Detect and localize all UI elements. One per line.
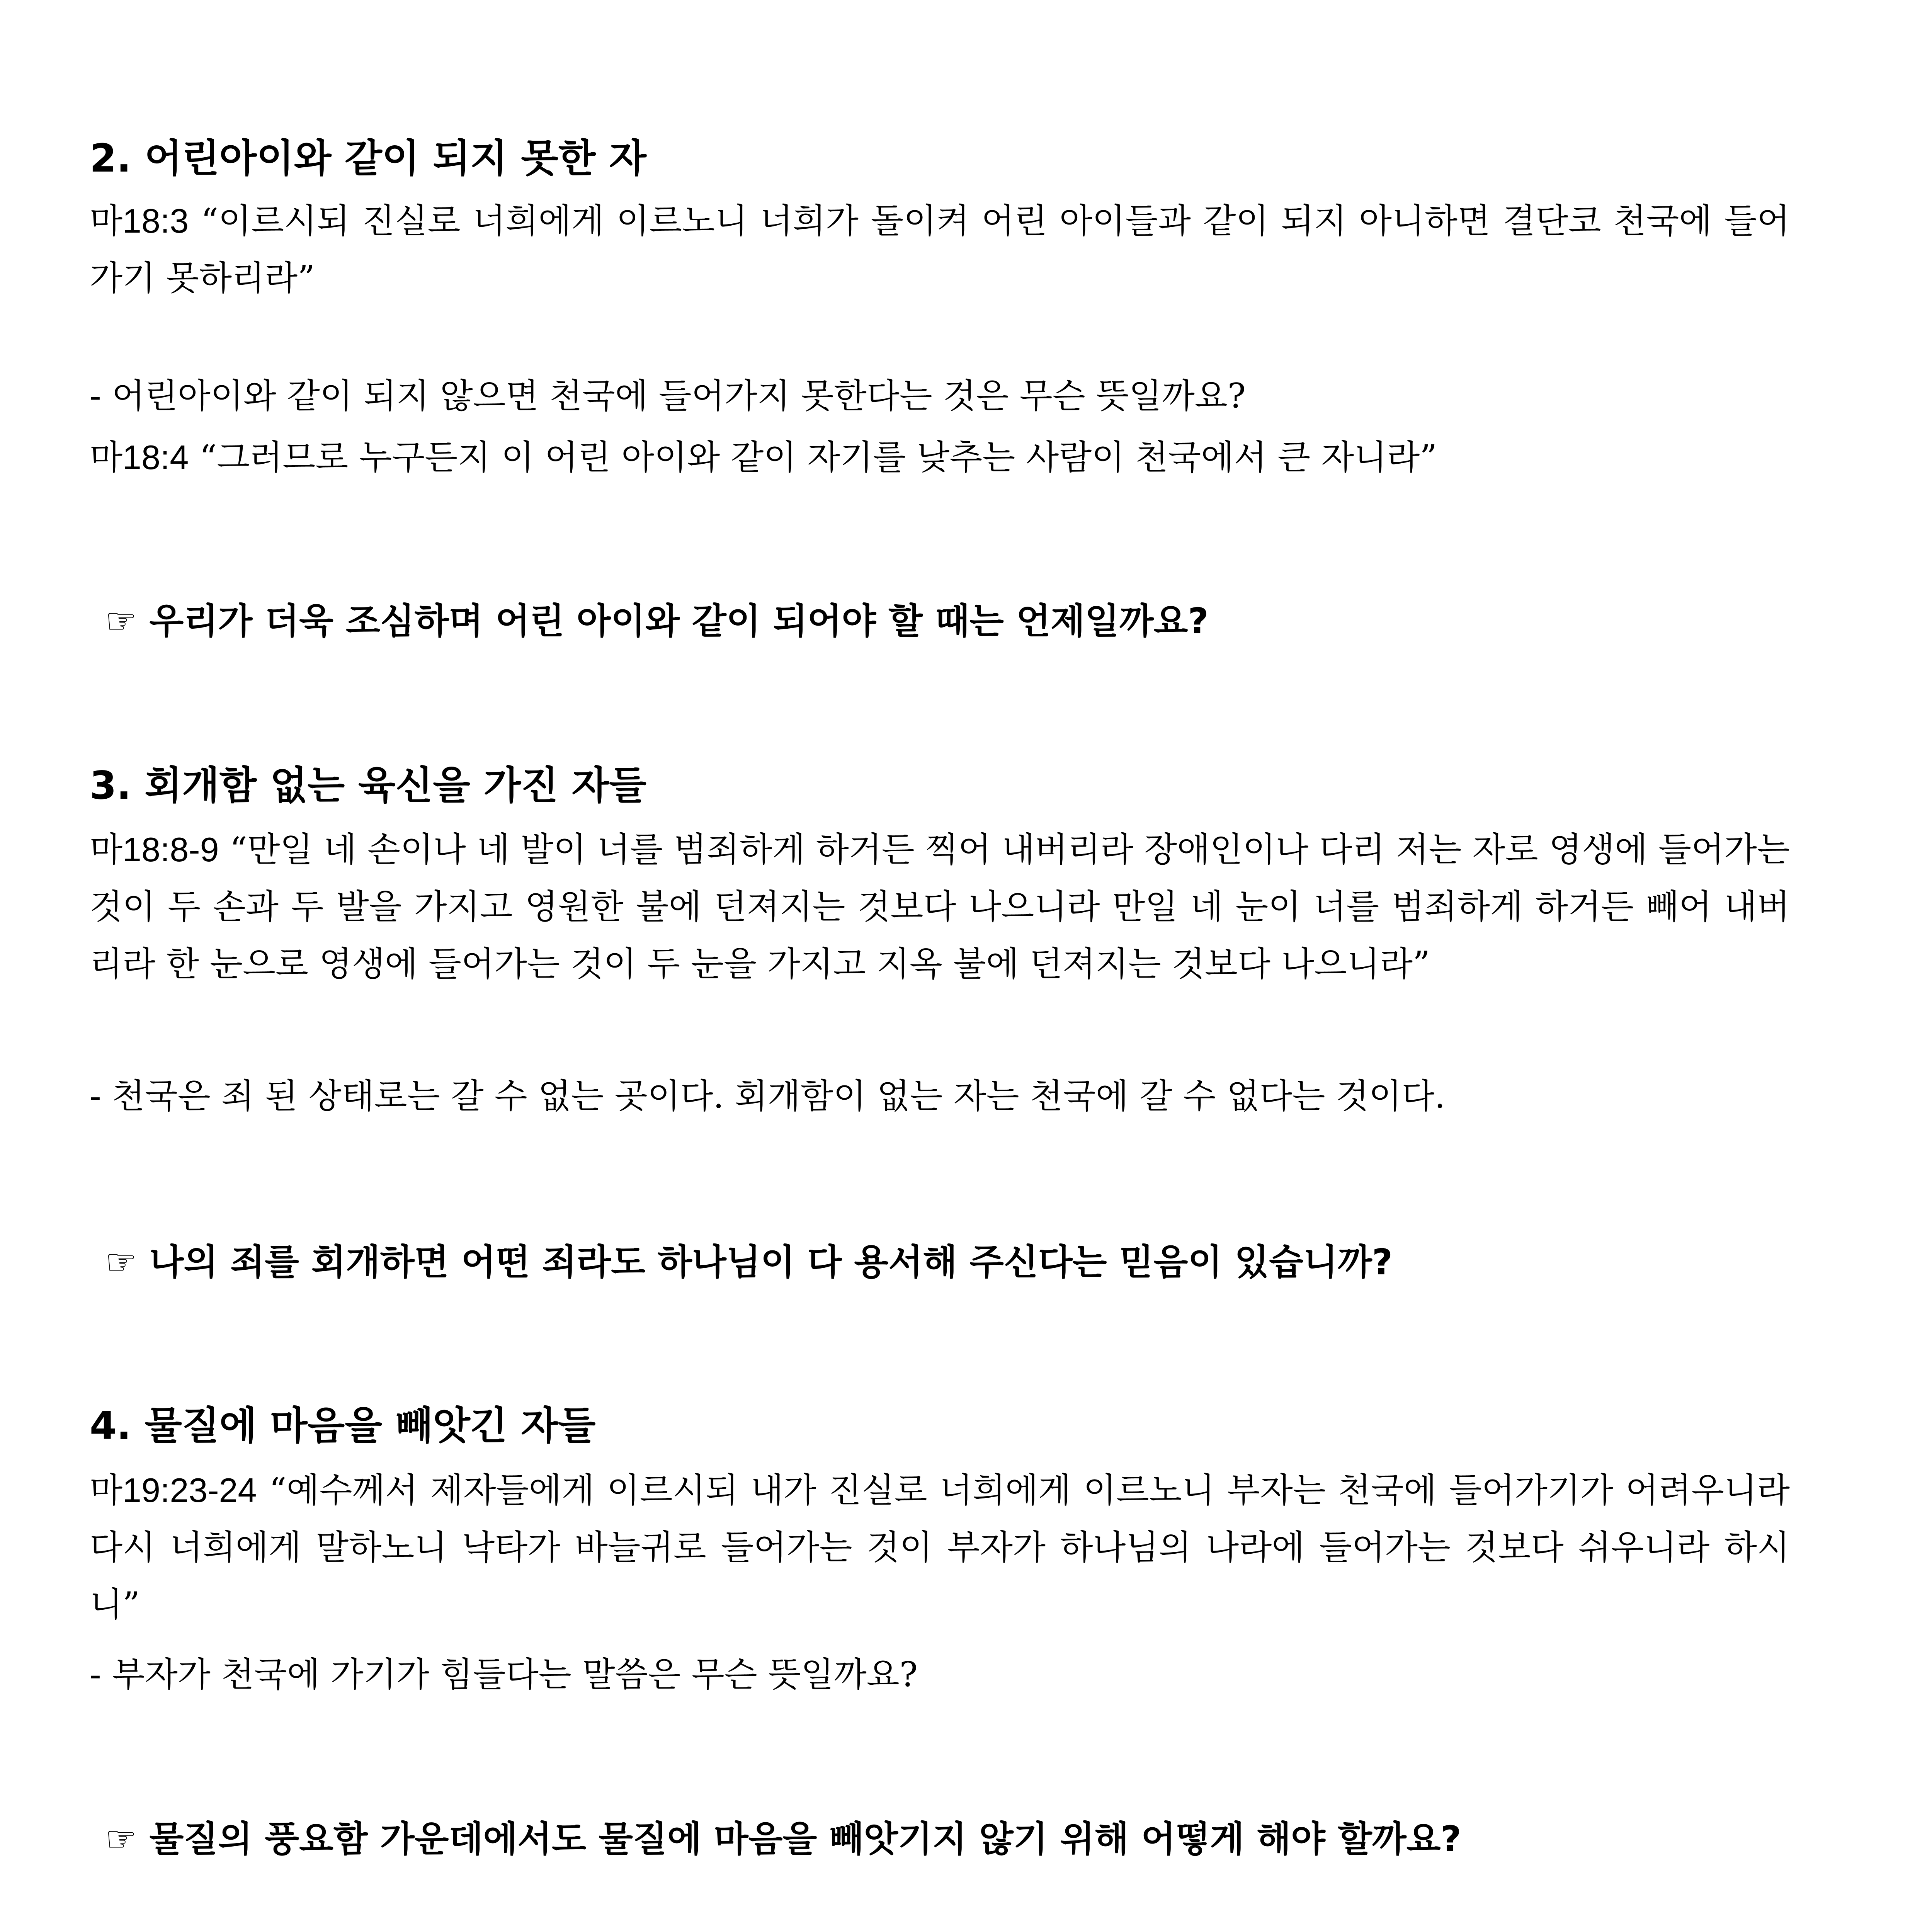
section-4-comment: - 부자가 천국에 가기가 힘들다는 말씀은 무슨 뜻일까요? — [90, 1655, 918, 1694]
question-text: 우리가 더욱 조심하며 어린 아이와 같이 되어야 할 때는 언제일까요? — [149, 600, 1209, 642]
section-2-heading: 2. 어린아이와 같이 되지 못한 자 — [90, 136, 646, 181]
section-2-verse-2 — [90, 429, 1790, 486]
verse-reference: 마18:8-9 — [90, 830, 219, 869]
section-3-comment: - 천국은 죄 된 상태로는 갈 수 없는 곳이다. 회개함이 없는 자는 천국에 갈 수 없다는 것이다. — [90, 1076, 1446, 1116]
verse-text: “이르시되 진실로 너희에게 이르노니 너희가 돌이켜 어린 아이들과 같이 되지 아니하면 결단코 천국에 들어가기 못하리라” — [90, 201, 1790, 298]
verse-reference: 마18:3 — [90, 202, 189, 240]
section-3-question — [105, 1239, 1805, 1286]
question-text: 나의 죄를 회개하면 어떤 죄라도 하나님이 다 용서해 주신다는 믿음이 있습니까? — [149, 1242, 1393, 1283]
section-2-comment: - 어린아이와 같이 되지 않으면 천국에 들어가지 못한다는 것은 무슨 뜻일까요? — [90, 376, 1246, 416]
pointing-hand-icon: ☞ — [105, 600, 137, 642]
section-3-heading: 3. 회개함 없는 육신을 가진 자들 — [90, 763, 646, 808]
section-4-question — [105, 1816, 1805, 1862]
verse-reference: 마18:4 — [90, 438, 189, 476]
section-4-verse — [90, 1462, 1790, 1633]
verse-text: “예수께서 제자들에게 이르시되 내가 진실로 너희에게 이르노니 부자는 천국에 들어가기가 어려우니라 다시 너희에게 말하노니 낙타가 바늘귀로 들어가는 것이 부자가 하나님의 나라에 들어가는 것보다 쉬우니라 하시니” — [90, 1470, 1790, 1624]
section-2-question — [105, 598, 1805, 645]
section-2-verse-1 — [90, 192, 1790, 307]
pointing-hand-icon: ☞ — [105, 1242, 137, 1283]
verse-text: “그러므로 누구든지 이 어린 아이와 같이 자기를 낮추는 사람이 천국에서 큰 자니라” — [199, 437, 1437, 477]
section-3-verse — [90, 821, 1790, 993]
section-4-heading: 4. 물질에 마음을 빼앗긴 자들 — [90, 1403, 596, 1448]
verse-reference: 마19:23-24 — [90, 1471, 257, 1509]
verse-text: “만일 네 손이나 네 발이 너를 범죄하게 하거든 찍어 내버리라 장애인이나 다리 저는 자로 영생에 들어가는 것이 두 손과 두 발을 가지고 영원한 불에 던져지는 것보다 나으니라 만일 네 눈이 너를 범죄하게 하거든 빼어 내버리라 한 눈으로 영생에 들어가는 것이 두 눈을 가지고 지옥 불에 던져지는 것보다 나으니라” — [90, 830, 1790, 984]
question-text: 물질의 풍요함 가운데에서도 물질에 마음을 빼앗기지 않기 위해 어떻게 해야 할까요? — [149, 1818, 1461, 1860]
pointing-hand-icon: ☞ — [105, 1818, 137, 1860]
